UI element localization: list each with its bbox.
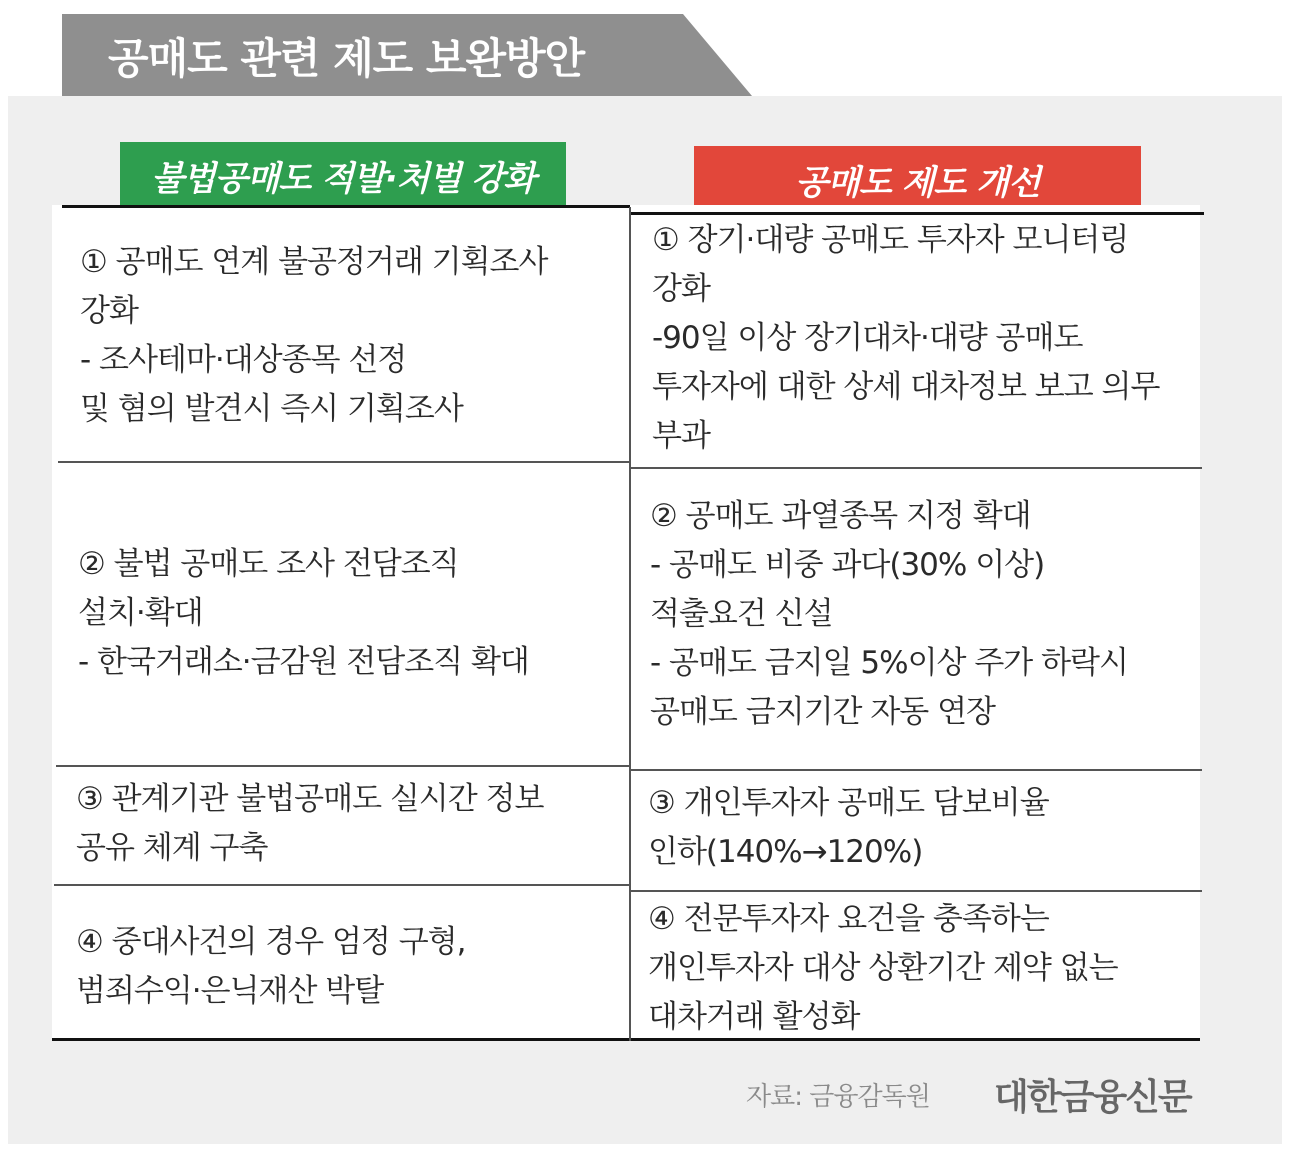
cell-line: 및 혐의 발견시 즉시 기획조사	[80, 391, 463, 427]
cell-line: ③ 관계기관 불법공매도 실시간 정보	[76, 781, 544, 817]
cell-line: - 공매도 금지일 5%이상 주가 하락시	[650, 645, 1128, 681]
cell-line: ① 장기·대량 공매도 투자자 모니터링	[652, 222, 1129, 258]
source-note: 자료: 금융감독원	[746, 1082, 930, 1112]
row-divider	[630, 467, 1202, 469]
cell-line: ④ 중대사건의 경우 엄정 구형,	[76, 924, 466, 960]
cell-line: - 한국거래소·금감원 전담조직 확대	[78, 644, 529, 680]
cell-line: 강화	[652, 271, 710, 307]
cell-line: 대차거래 활성화	[648, 999, 860, 1035]
row-divider	[630, 890, 1202, 892]
page-title: 공매도 관련 제도 보완방안	[108, 34, 585, 83]
row-2-right-cell	[650, 492, 1128, 737]
cell-line: 부과	[652, 418, 710, 454]
right-column-header: 공매도 제도 개선	[694, 146, 1141, 212]
row-divider	[58, 461, 630, 463]
row-2-left-cell	[78, 540, 529, 687]
cell-line: ② 공매도 과열종목 지정 확대	[650, 498, 1031, 534]
table-top-left-rule	[62, 205, 630, 208]
left-column-header: 불법공매도 적발·처벌 강화	[120, 142, 566, 208]
row-1-left-cell	[80, 238, 547, 434]
column-divider	[629, 207, 631, 1041]
cell-line: 개인투자자 대상 상환기간 제약 없는	[648, 950, 1118, 986]
cell-line: 공매도 금지기간 자동 연장	[650, 694, 995, 730]
row-4-left-cell	[76, 918, 465, 1016]
cell-line: 적출요건 신설	[650, 596, 833, 632]
cell-line: ② 불법 공매도 조사 전담조직	[78, 546, 459, 582]
row-divider	[54, 884, 630, 886]
row-3-right-cell	[648, 779, 1049, 877]
cell-line: - 공매도 비중 과다(30% 이상)	[650, 547, 1045, 583]
cell-line: 공유 체계 구축	[76, 830, 268, 866]
brand-logo: 대한금융신문	[994, 1077, 1191, 1118]
cell-line: 투자자에 대한 상세 대차정보 보고 의무	[652, 369, 1160, 405]
cell-line: 범죄수익·은닉재산 박탈	[76, 973, 384, 1009]
row-1-right-cell	[652, 216, 1159, 461]
table-top-right-rule	[630, 212, 1204, 215]
row-4-right-cell	[648, 895, 1118, 1042]
cell-line: ③ 개인투자자 공매도 담보비율	[648, 785, 1049, 821]
cell-line: 인하(140%→120%)	[648, 834, 923, 870]
cell-line: ④ 전문투자자 요건을 충족하는	[648, 901, 1049, 937]
row-3-left-cell	[76, 775, 543, 873]
cell-line: 강화	[80, 293, 138, 329]
row-divider	[56, 765, 630, 767]
cell-line: 설치·확대	[78, 595, 203, 631]
cell-line: -90일 이상 장기대차·대량 공매도	[652, 320, 1083, 356]
row-divider	[630, 769, 1202, 771]
cell-line: ① 공매도 연계 불공정거래 기획조사	[80, 244, 548, 280]
cell-line: - 조사테마·대상종목 선정	[80, 342, 407, 378]
